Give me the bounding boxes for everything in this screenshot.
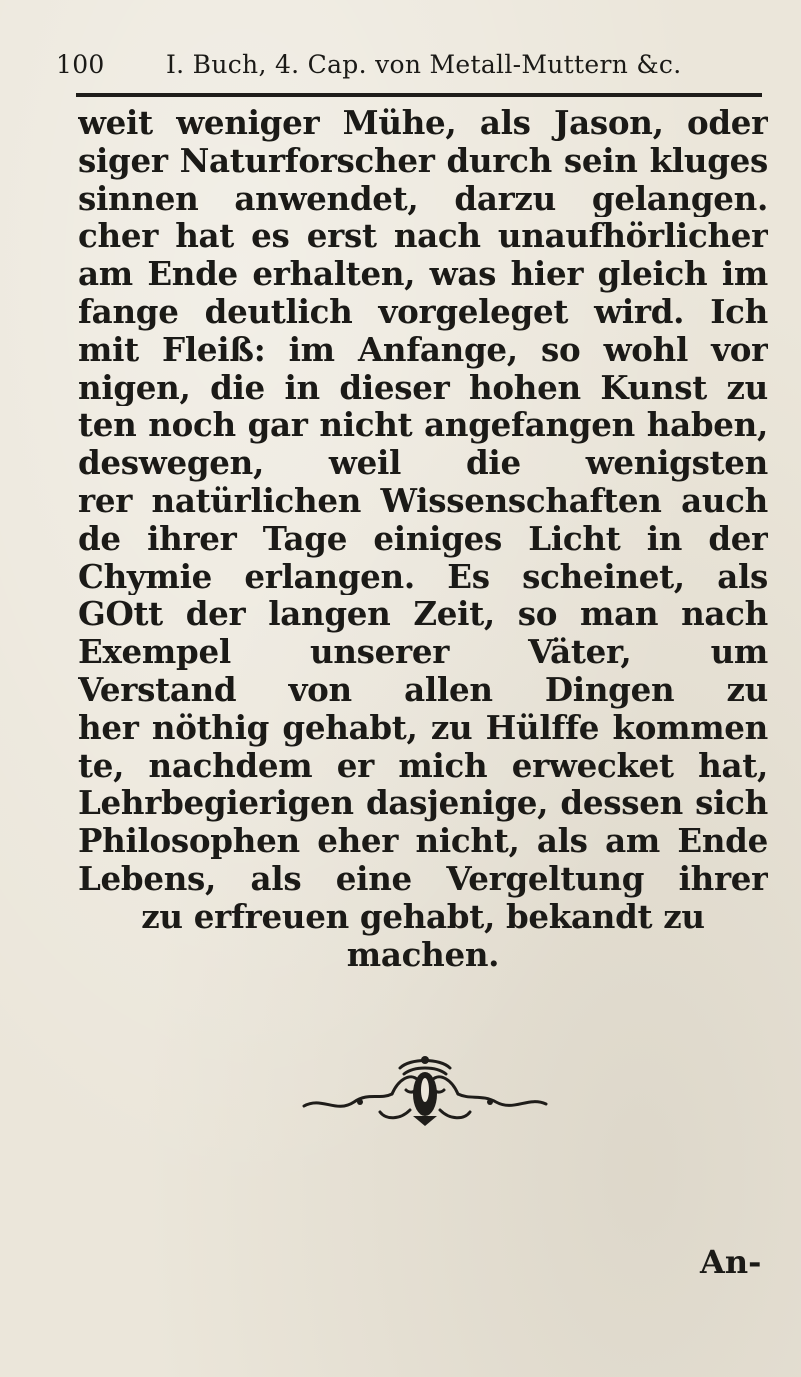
text-line: mit Fleiß: im Anfange, so wohl vor [78, 330, 768, 369]
text-line: her nöthig gehabt, zu Hülffe kommen [78, 708, 768, 747]
page-header [56, 46, 756, 86]
text-line: te, nachdem er mich erwecket hat, [78, 746, 768, 785]
text-line: cher hat es erst nach unaufhörlicher [78, 217, 768, 256]
text-line: fange deutlich vorgeleget wird. Ich [78, 292, 768, 331]
text-line: Lehrbegierigen dasjenige, dessen sich [78, 784, 768, 823]
text-line: Verstand von allen Dingen zu [78, 670, 768, 709]
page-number: 100 [56, 50, 105, 79]
text-line: Chymie erlangen. Es scheinet, als [78, 557, 768, 596]
text-line: zu erfreuen gehabt, bekandt zu [141, 896, 705, 936]
catchword: An- [700, 1243, 762, 1281]
text-line: de ihrer Tage einiges Licht in der [78, 519, 768, 558]
tailpiece-ornament-icon [300, 1050, 550, 1128]
text-line: Philosophen eher nicht, als am Ende [78, 822, 768, 860]
text-line: machen. [346, 934, 500, 974]
text-line: ten noch gar nicht angefangen haben, [78, 406, 768, 445]
text-line: am Ende erhalten, was hier gleich im [78, 255, 768, 293]
text-line: siger Naturforscher durch sein kluges [78, 141, 768, 180]
text-line: Exempel unserer Väter, um [78, 633, 768, 671]
text-line: sinnen anwendet, darzu gelangen. [78, 179, 768, 218]
text-line: weit weniger Mühe, als Jason, oder [78, 104, 768, 142]
text-line: Lebens, als eine Vergeltung ihrer [78, 859, 768, 898]
header-rule [76, 93, 762, 97]
running-title: I. Buch, 4. Cap. von Metall-Muttern &c. [166, 50, 682, 79]
text-line: GOtt der langen Zeit, so man nach [78, 595, 768, 634]
text-line: rer natürlichen Wissenschaften auch [78, 481, 768, 520]
text-line: deswegen, weil die wenigsten [78, 444, 768, 482]
text-line: nigen, die in dieser hohen Kunst zu [78, 368, 768, 407]
body-text [78, 104, 768, 973]
